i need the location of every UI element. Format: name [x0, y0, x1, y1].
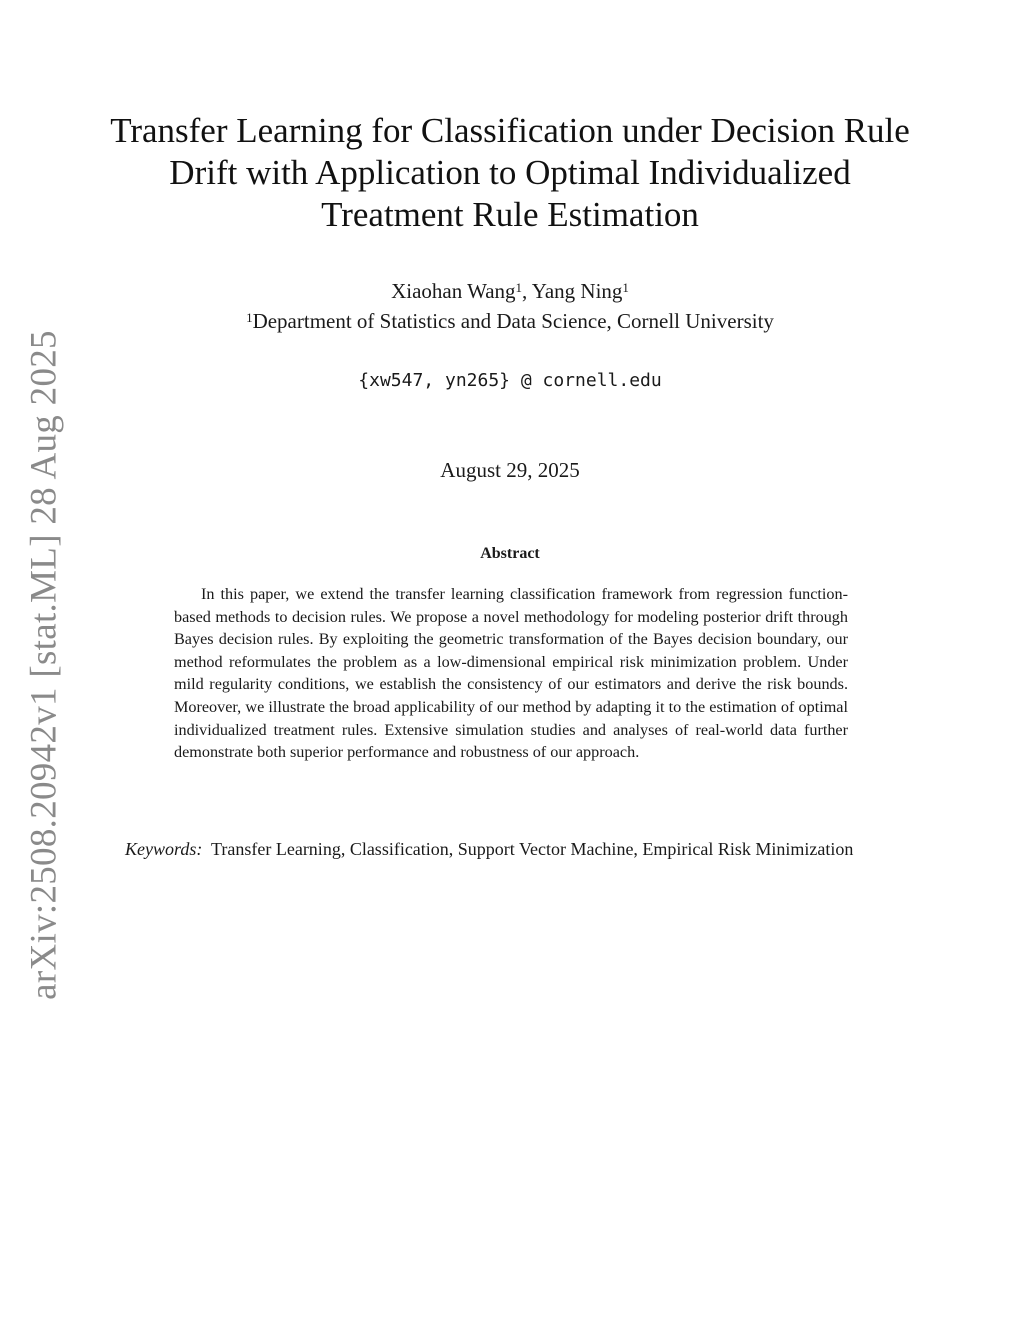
- keywords: [125, 837, 897, 861]
- title-line: Drift with Application to Optimal Individualized: [169, 153, 851, 192]
- author-email: {xw547, yn265} @ cornell.edu: [358, 370, 662, 391]
- paper-date: August 29, 2025: [440, 458, 580, 482]
- author-separator: ,: [522, 279, 532, 303]
- keywords-label: Keywords:: [125, 839, 203, 859]
- author-list: [100, 276, 920, 306]
- arxiv-side-stamp: arXiv:2508.20942v1 [stat.ML] 28 Aug 2025: [23, 330, 65, 1000]
- author-affiliation-mark: 1: [622, 280, 629, 295]
- paper-title: [100, 110, 920, 236]
- title-line: Treatment Rule Estimation: [321, 195, 699, 234]
- author-name: Yang Ning: [531, 279, 623, 303]
- title-line: Transfer Learning for Classification under Decision Rule: [110, 111, 910, 150]
- author-block: [100, 276, 920, 336]
- abstract-heading: Abstract: [480, 545, 540, 562]
- keywords-text: Transfer Learning, Classification, Support Vector Machine, Empirical Risk Minimization: [211, 839, 854, 859]
- affiliation-mark: 1: [246, 310, 253, 325]
- author-name: Xiaohan Wang: [391, 279, 516, 303]
- affiliation: [100, 306, 920, 336]
- abstract-body: In this paper, we extend the transfer learning classification framework from regression function-based methods to decision rules. We propose a novel methodology for modeling posterior drift through Bayes decision rules. By exploiting the geometric transformation of the Bayes decision boundary, our method reformulates the problem as a low-dimensional empirical risk minimization problem. Under mild regularity conditions, we establish the consistency of our estimators and derive the risk bounds. Moreover, we illustrate the broad applicability of our method by adapting it to the estimation of optimal individualized treatment rules. Extensive simulation studies and analyses of real-world data further demonstrate both superior performance and robustness of our approach.: [174, 585, 848, 762]
- affiliation-text: Department of Statistics and Data Science, Cornell University: [252, 309, 774, 333]
- author-affiliation-mark: 1: [515, 280, 523, 295]
